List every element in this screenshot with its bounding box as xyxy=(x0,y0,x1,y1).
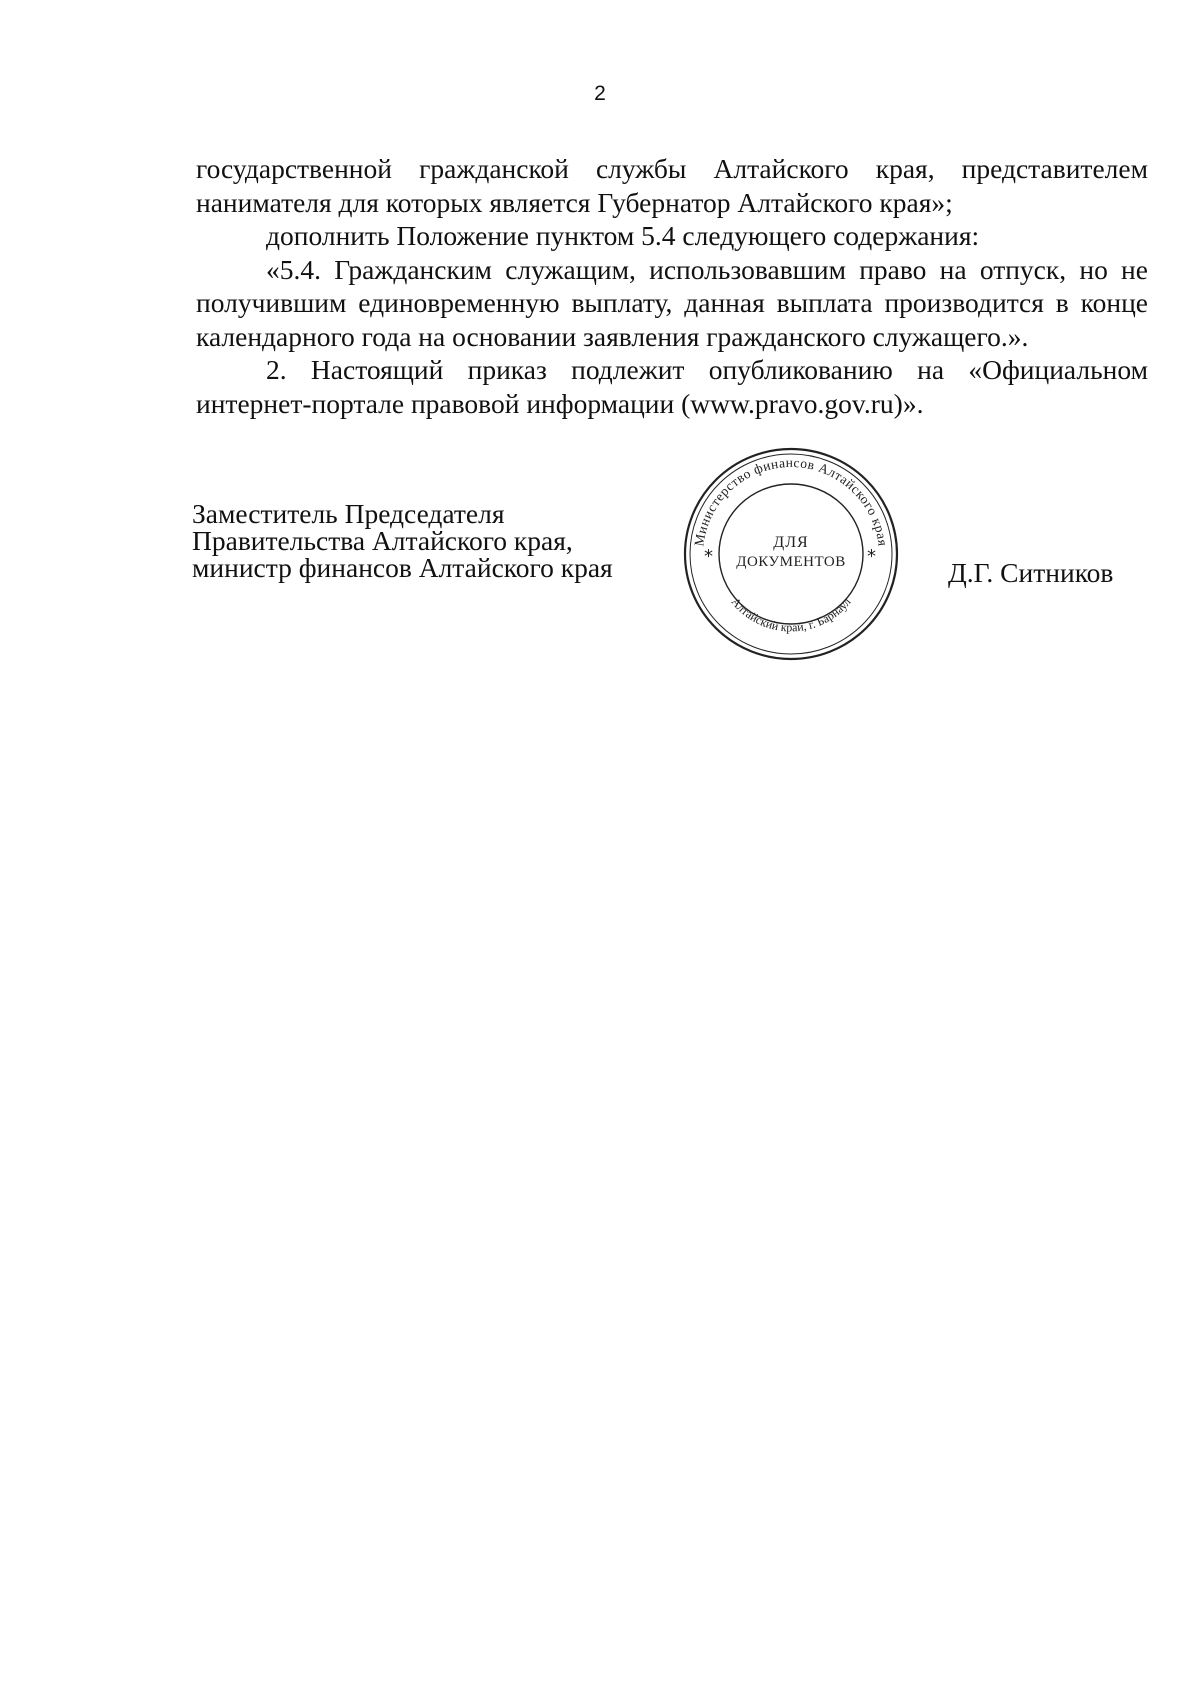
stamp-center-line-2: ДОКУМЕНТОВ xyxy=(736,554,846,570)
signer-name: Д.Г. Ситников xyxy=(948,557,1114,588)
stamp-outer-text: Министерство финансов Алтайского края xyxy=(691,454,891,548)
stamp-star-left: * xyxy=(704,546,713,567)
signature-position-line-3: министр финансов Алтайского края xyxy=(192,552,613,583)
stamp-seal-graphic xyxy=(681,445,901,663)
stamp-bottom-text: Алтайский край, г. Барнаул xyxy=(728,594,854,635)
paragraph-1: государственной гражданской службы Алтайского края, представителем нанимателя для которых является Губернатор Алтайского края»; xyxy=(196,153,1148,218)
official-stamp xyxy=(681,445,901,663)
stamp-star-right: * xyxy=(867,546,876,567)
document-body xyxy=(196,152,1148,420)
page-number: 2 xyxy=(594,82,606,105)
stamp-center-line-1: ДЛЯ xyxy=(773,534,809,551)
signature-position-line-1: Заместитель Председателя xyxy=(192,498,505,529)
paragraph-3: «5.4. Гражданским служащим, использовавшим право на отпуск, но не получившим единовременную выплату, данная выплата производится в конце календарного года на основании заявления гражданского служащего.». xyxy=(196,253,1148,352)
signature-position-line-2: Правительства Алтайского края, xyxy=(192,525,573,556)
paragraph-2: дополнить Положение пунктом 5.4 следующего содержания: xyxy=(266,220,980,251)
signature-position xyxy=(192,500,613,581)
paragraph-4: 2. Настоящий приказ подлежит опубликованию на «Официальном интернет-портале правовой информации (www.pravo.gov.ru)». xyxy=(196,354,1148,419)
